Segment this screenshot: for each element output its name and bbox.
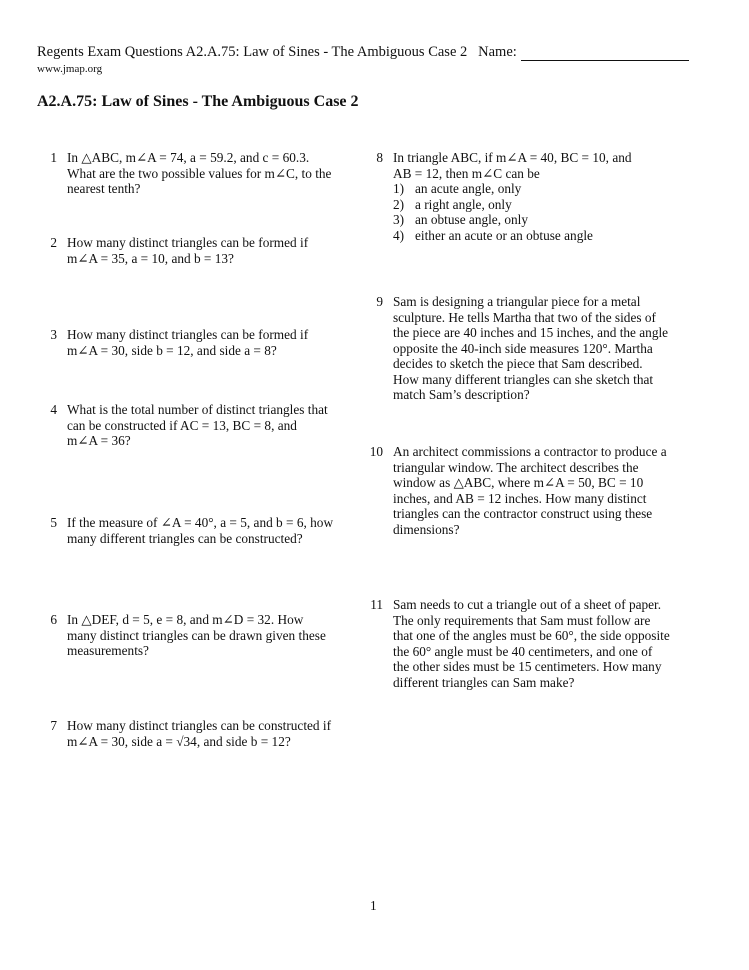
choice-number: 4) [393,227,405,243]
question-text [67,235,308,266]
question-text-line: inches, and AB = 12 inches. How many distinct [393,490,647,506]
question-text-line: many distinct triangles can be drawn given these [67,627,326,643]
question-text-line: can be constructed if AC = 13, BC = 8, and [67,417,297,433]
choice-text: either an acute or an obtuse angle [415,227,593,243]
question-text [67,515,333,546]
question-text-line: Sam is designing a triangular piece for a metal [393,294,641,309]
page-title: A2.A.75: Law of Sines - The Ambiguous Case 2 [37,93,359,110]
question-text-line: What are the two possible values for m∠C, to the [67,165,332,181]
question-text-line: If the measure of ∠A = 40°, a = 5, and b = 6, how [67,515,334,530]
question-text-line: decides to sketch the piece that Sam described. [393,356,643,371]
question-text-line: In triangle ABC, if m∠A = 40, BC = 10, and [393,150,632,165]
question-text [393,150,632,243]
question-number: 8 [376,150,383,165]
question-number: 1 [50,150,57,165]
question-text-line: What is the total number of distinct triangles that [67,402,328,417]
question-number: 4 [50,402,57,417]
question-text [67,150,331,197]
question-text-line: An architect commissions a contractor to produce a [393,444,667,459]
answer-choice [393,197,632,213]
answer-choice [393,212,632,228]
question-text-line: m∠A = 30, side a = √34, and side b = 12? [67,733,291,749]
question-text-line: nearest tenth? [67,181,141,196]
question-text [393,294,668,403]
question-number: 5 [50,515,57,530]
question-number: 3 [50,327,57,342]
question-text [67,402,328,449]
question-text-line: match Sam’s description? [393,387,530,402]
choice-number: 3) [393,212,405,227]
question-text-line: triangles can the contractor construct using these [393,506,653,521]
question-text [393,597,670,690]
choice-text: a right angle, only [415,196,512,212]
choice-text: an acute angle, only [415,181,522,196]
answer-choice [393,228,632,244]
question-text [67,327,308,358]
question-text-line: How many different triangles can she sketch that [393,371,654,387]
question-number: 11 [370,597,383,612]
choice-number: 1) [393,181,405,196]
question-text [67,612,326,659]
question-text-line: sculpture. He tells Martha that two of the sides of [393,309,656,325]
question-text-line: the other sides must be 15 centimeters. How many [393,659,662,674]
name-label: Name: [478,44,517,60]
question-text-line: that one of the angles must be 60°, the side opposite [393,628,670,643]
question-text-line: window as △ABC, where m∠A = 50, BC = 10 [393,475,644,490]
question-text-line: The only requirements that Sam must follow are [393,612,651,628]
question-text-line: In △DEF, d = 5, e = 8, and m∠D = 32. How [67,612,304,627]
question-text-line: Sam needs to cut a triangle out of a sheet of paper. [393,597,662,612]
answer-choice [393,181,632,197]
page-header [37,44,689,61]
question-text-line: AB = 12, then m∠C can be [393,165,540,181]
question-text-line: different triangles can Sam make? [393,674,575,690]
question-number: 7 [50,718,57,733]
question-text-line: triangular window. The architect describes the [393,459,639,475]
question-number: 9 [376,294,383,309]
site-url: www.jmap.org [37,63,103,75]
question-text-line: m∠A = 30, side b = 12, and side a = 8? [67,342,277,358]
question-text [393,444,667,537]
question-text-line: How many distinct triangles can be constructed if [67,718,332,733]
question-text-line: the piece are 40 inches and 15 inches, and the angle [393,325,669,340]
question-number: 2 [50,235,57,250]
question-text-line: dimensions? [393,521,460,537]
question-text-line: How many distinct triangles can be formed if [67,327,309,342]
page-number: 1 [370,898,377,913]
question-number: 10 [369,444,383,459]
question-text-line: How many distinct triangles can be formed if [67,235,309,250]
question-text [67,718,331,749]
question-text-line: many different triangles can be constructed? [67,530,303,546]
question-text-line: m∠A = 35, a = 10, and b = 13? [67,250,234,266]
header-title: Regents Exam Questions A2.A.75: Law of Sines - The Ambiguous Case 2 [37,44,468,60]
name-blank [521,46,689,61]
choice-text: an obtuse angle, only [415,212,528,227]
question-text-line: opposite the 40-inch side measures 120°. Martha [393,340,653,356]
question-text-line: the 60° angle must be 40 centimeters, and one of [393,643,653,659]
question-text-line: m∠A = 36? [67,433,131,448]
choice-number: 2) [393,196,405,212]
question-number: 6 [50,612,57,627]
question-text-line: In △ABC, m∠A = 74, a = 59.2, and c = 60.3. [67,150,310,165]
question-text-line: measurements? [67,643,149,658]
